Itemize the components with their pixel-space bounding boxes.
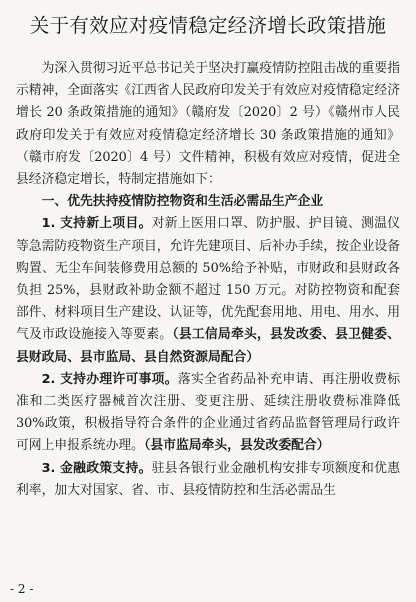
item-label: 3. 金融政策支持。 (41, 460, 152, 476)
item-label: 2. 支持办理许可事项。 (41, 371, 178, 387)
document-title: 关于有效应对疫情稳定经济增长政策措施 (29, 14, 387, 37)
policy-item-2 (16, 369, 400, 458)
item-responsible: （县工信局牵头，县发改委、县卫健委、县财政局、县市监局、县自然资源局配合） (16, 327, 400, 365)
page-number: - 2 - (10, 582, 34, 596)
section-heading-1: 一、优先扶持疫情防控物资和生活必需品生产企业 (41, 194, 324, 210)
item-body: 驻县各银行业金融机构安排专项额度和优惠利率，加大对国家、省、市、县疫情防控和生活必需品生 (16, 460, 400, 498)
item-responsible: （县市监局牵头，县发改委配合） (143, 438, 330, 454)
policy-item-1 (16, 213, 400, 368)
intro-paragraph: 为深入贯彻习近平总书记关于坚决打赢疫情防控阻击战的重要指示精神，全面落实《江西省人民政府印发关于有效应对疫情稳定经济增长 20 条政策措施的通知》（赣府发〔2020〕2 号）《赣州市人民政府印发关于有效应对疫情稳定经济增长 30 条政策措施的通知》（赣市府发〔2020〕4 号）文件精神，积极有效应对疫情，促进全县经济稳定增长，特制定措施如下： (16, 61, 400, 188)
item-label: 1. 支持新上项目。 (41, 216, 152, 232)
item-body: 对新上医用口罩、防护服、护目镜、测温仪等急需防疫物资生产项目，允许先建项目、后补办手续，按企业设备购置、无尘车间装修费用总额的 50%给予补贴，市财政和县财政各负担 25%，县财政补助金额不超过 150 万元。对防控物资和配套部件、材料项目生产建设、认证等，优先配套用地、用电、用水、用气及市政设施接入等要素。 (16, 216, 400, 343)
item-body: 落实全省药品补充申请、再注册收费标准和二类医疗器械首次注册、变更注册、延续注册收费标准降低 30%政策，积极指导符合条件的企业通过省药品监督管理局行政许可网上申报系统办理。 (16, 371, 400, 454)
policy-item-3 (16, 458, 400, 502)
